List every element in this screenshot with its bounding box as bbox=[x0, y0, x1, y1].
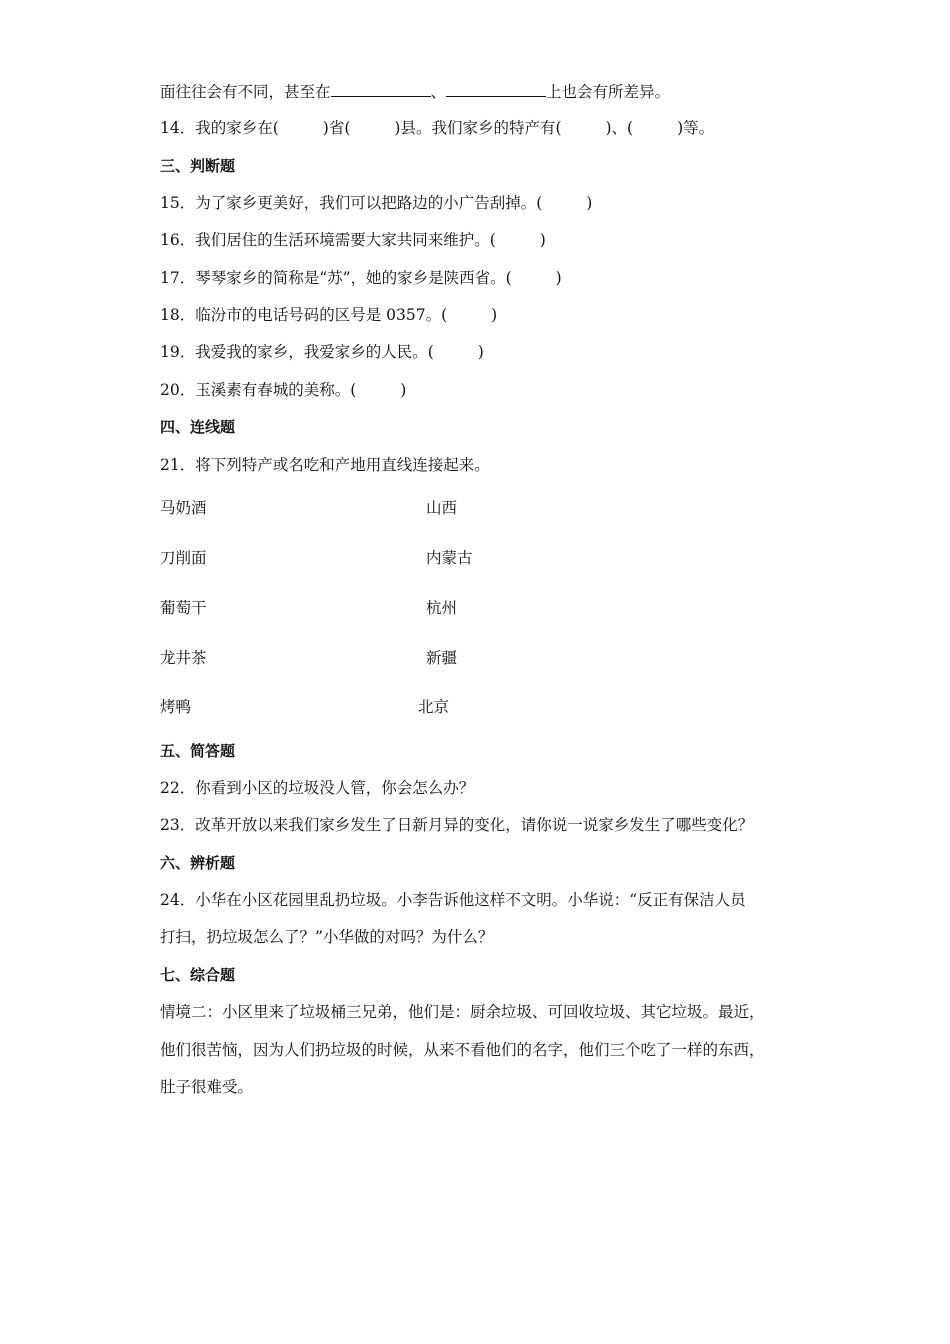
question-24-line2: 打扫，扔垃圾怎么了？”小华做的对吗？为什么？ bbox=[160, 928, 494, 946]
scenario-line1: 情境二：小区里来了垃圾桶三兄弟，他们是：厨余垃圾、可回收垃圾、其它垃圾。最近， bbox=[160, 1003, 765, 1021]
matching-left-item[interactable]: 烤鸭 bbox=[160, 698, 192, 716]
judge-question: 18．临汾市的电话号码的区号是 0357。( ) bbox=[160, 306, 498, 324]
matching-right-item[interactable]: 杭州 bbox=[426, 599, 458, 617]
section-heading-comprehensive: 七、综合题 bbox=[160, 966, 236, 984]
section-heading-analysis: 六、辨析题 bbox=[160, 854, 236, 872]
answer-blank[interactable] bbox=[331, 81, 431, 97]
matching-right-item[interactable]: 内蒙古 bbox=[426, 549, 473, 567]
judge-question: 20．玉溪素有春城的美称。( ) bbox=[160, 381, 407, 399]
matching-left-item[interactable]: 龙井茶 bbox=[160, 649, 207, 667]
scenario-line2: 他们很苦恼，因为人们扔垃圾的时候，从来不看他们的名字，他们三个吃了一样的东西， bbox=[160, 1041, 765, 1059]
matching-left-item[interactable]: 刀削面 bbox=[160, 549, 207, 567]
judge-question: 17．琴琴家乡的简称是“苏”，她的家乡是陕西省。( ) bbox=[160, 269, 562, 287]
section-heading-short-answer: 五、简答题 bbox=[160, 742, 236, 760]
q13-continuation: 面往往会有不同，甚至在 、 上也会有所差异。 bbox=[160, 83, 671, 101]
question-14: 14．我的家乡在( )省( )县。我们家乡的特产有( )、( )等。 bbox=[160, 119, 715, 137]
section-heading-judge: 三、判断题 bbox=[160, 157, 236, 175]
question-21: 21．将下列特产或名吃和产地用直线连接起来。 bbox=[160, 456, 490, 474]
section-heading-matching: 四、连线题 bbox=[160, 418, 236, 436]
matching-left-item[interactable]: 葡萄干 bbox=[160, 599, 207, 617]
question-23: 23．改革开放以来我们家乡发生了日新月异的变化，请你说一说家乡发生了哪些变化？ bbox=[160, 816, 754, 834]
matching-right-item[interactable]: 北京 bbox=[418, 698, 450, 716]
scenario-line3: 肚子很难受。 bbox=[160, 1078, 254, 1096]
matching-right-item[interactable]: 山西 bbox=[426, 499, 458, 517]
matching-left-item[interactable]: 马奶酒 bbox=[160, 499, 207, 517]
judge-question: 15．为了家乡更美好，我们可以把路边的小广告刮掉。( ) bbox=[160, 194, 593, 212]
judge-question: 19．我爱我的家乡，我爱家乡的人民。( ) bbox=[160, 343, 484, 361]
question-22: 22．你看到小区的垃圾没人管，你会怎么办？ bbox=[160, 779, 475, 797]
question-24-line1: 24．小华在小区花园里乱扔垃圾。小李告诉他这样不文明。小华说：“反正有保洁人员 bbox=[160, 891, 746, 909]
matching-right-item[interactable]: 新疆 bbox=[426, 649, 458, 667]
judge-question: 16．我们居住的生活环境需要大家共同来维护。( ) bbox=[160, 231, 546, 249]
answer-blank[interactable] bbox=[446, 81, 546, 97]
